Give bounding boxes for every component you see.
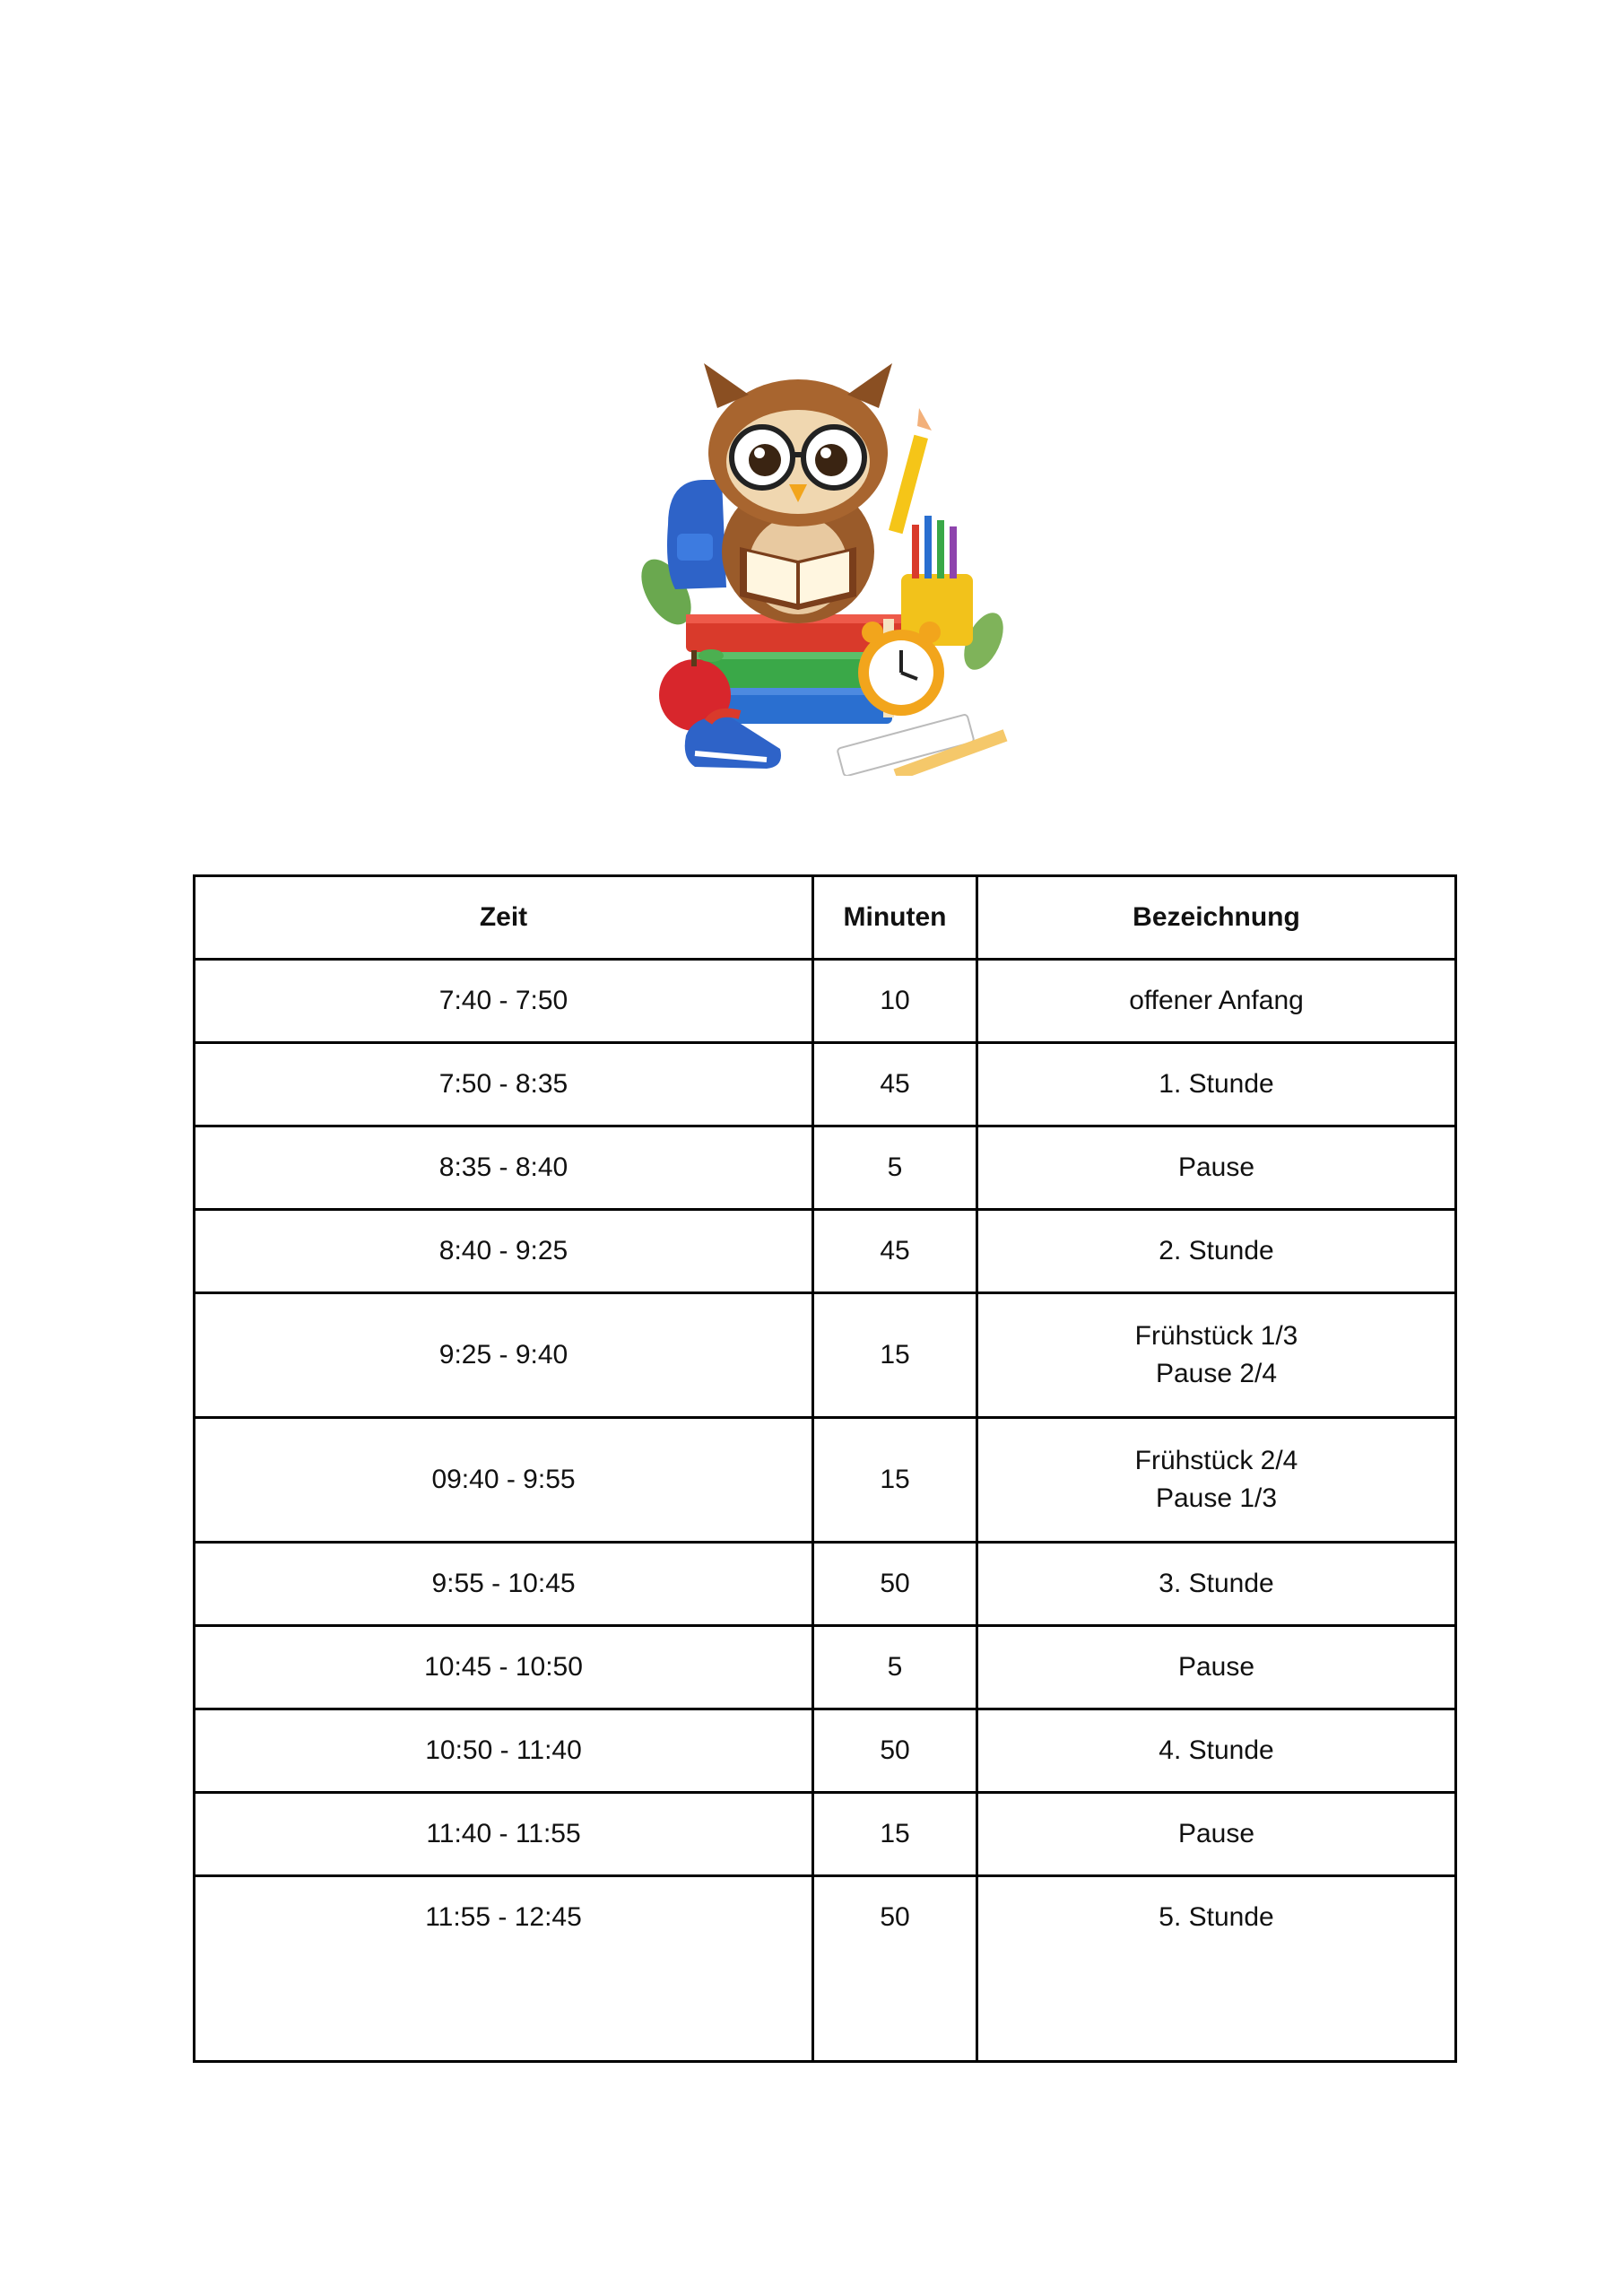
cell-bezeichnung [977,960,1456,1043]
cell-bezeichnung [977,1293,1456,1418]
bezeichnung-line: 3. Stunde [1159,1569,1274,1598]
table-row [195,1543,1456,1626]
cell-zeit: 09:40 - 9:55 [195,1418,813,1543]
cell-minuten: 45 [813,1043,977,1126]
bezeichnung-line: Frühstück 2/4 [1134,1446,1298,1475]
cell-bezeichnung [977,1126,1456,1210]
cell-minuten: 15 [813,1418,977,1543]
cell-zeit: 10:50 - 11:40 [195,1709,813,1793]
cell-minuten: 15 [813,1293,977,1418]
cell-zeit: 7:40 - 7:50 [195,960,813,1043]
cell-minuten: 50 [813,1709,977,1793]
bezeichnung-line: 4. Stunde [1159,1735,1274,1765]
schedule-table [193,874,1457,2063]
bezeichnung-line: 1. Stunde [1159,1069,1274,1099]
cell-zeit: 10:45 - 10:50 [195,1626,813,1709]
bezeichnung-line: Pause 2/4 [1155,1359,1278,1388]
table-row [195,1876,1456,2062]
header-zeit: Zeit [195,876,813,960]
cell-bezeichnung [977,1543,1456,1626]
table-row [195,1793,1456,1876]
bezeichnung-line: offener Anfang [1129,986,1304,1015]
cell-minuten: 15 [813,1793,977,1876]
cell-zeit: 11:55 - 12:45 [195,1876,813,2062]
table-row [195,1293,1456,1418]
table-row [195,1210,1456,1293]
bezeichnung-line: Pause 1/3 [1155,1483,1278,1513]
owl-with-books-icon [632,354,1009,776]
bezeichnung-line: Pause [1177,1819,1255,1848]
table-row [195,1626,1456,1709]
header-minuten: Minuten [813,876,977,960]
table-row [195,960,1456,1043]
cell-minuten: 50 [813,1543,977,1626]
bezeichnung-line: Frühstück 1/3 [1134,1321,1298,1351]
table-row [195,1709,1456,1793]
table-row [195,1418,1456,1543]
cell-zeit: 7:50 - 8:35 [195,1043,813,1126]
header-bezeichnung: Bezeichnung [977,876,1456,960]
cell-bezeichnung [977,1793,1456,1876]
bezeichnung-line: Pause [1177,1152,1255,1182]
bezeichnung-line: Pause [1177,1652,1255,1682]
cell-minuten: 50 [813,1876,977,2062]
cell-bezeichnung [977,1210,1456,1293]
cell-zeit: 9:25 - 9:40 [195,1293,813,1418]
bezeichnung-line: 2. Stunde [1159,1236,1274,1265]
cell-zeit: 8:40 - 9:25 [195,1210,813,1293]
cell-minuten: 45 [813,1210,977,1293]
cell-minuten: 5 [813,1626,977,1709]
cell-bezeichnung [977,1876,1456,2062]
table-row [195,1126,1456,1210]
cell-bezeichnung [977,1418,1456,1543]
cell-zeit: 8:35 - 8:40 [195,1126,813,1210]
table-row [195,1043,1456,1126]
cell-minuten: 5 [813,1126,977,1210]
cell-zeit: 11:40 - 11:55 [195,1793,813,1876]
cell-minuten: 10 [813,960,977,1043]
cell-zeit: 9:55 - 10:45 [195,1543,813,1626]
cell-bezeichnung [977,1709,1456,1793]
cell-bezeichnung [977,1043,1456,1126]
bezeichnung-line: 5. Stunde [1159,1902,1274,1932]
cell-bezeichnung [977,1626,1456,1709]
table-header-row [195,876,1456,960]
